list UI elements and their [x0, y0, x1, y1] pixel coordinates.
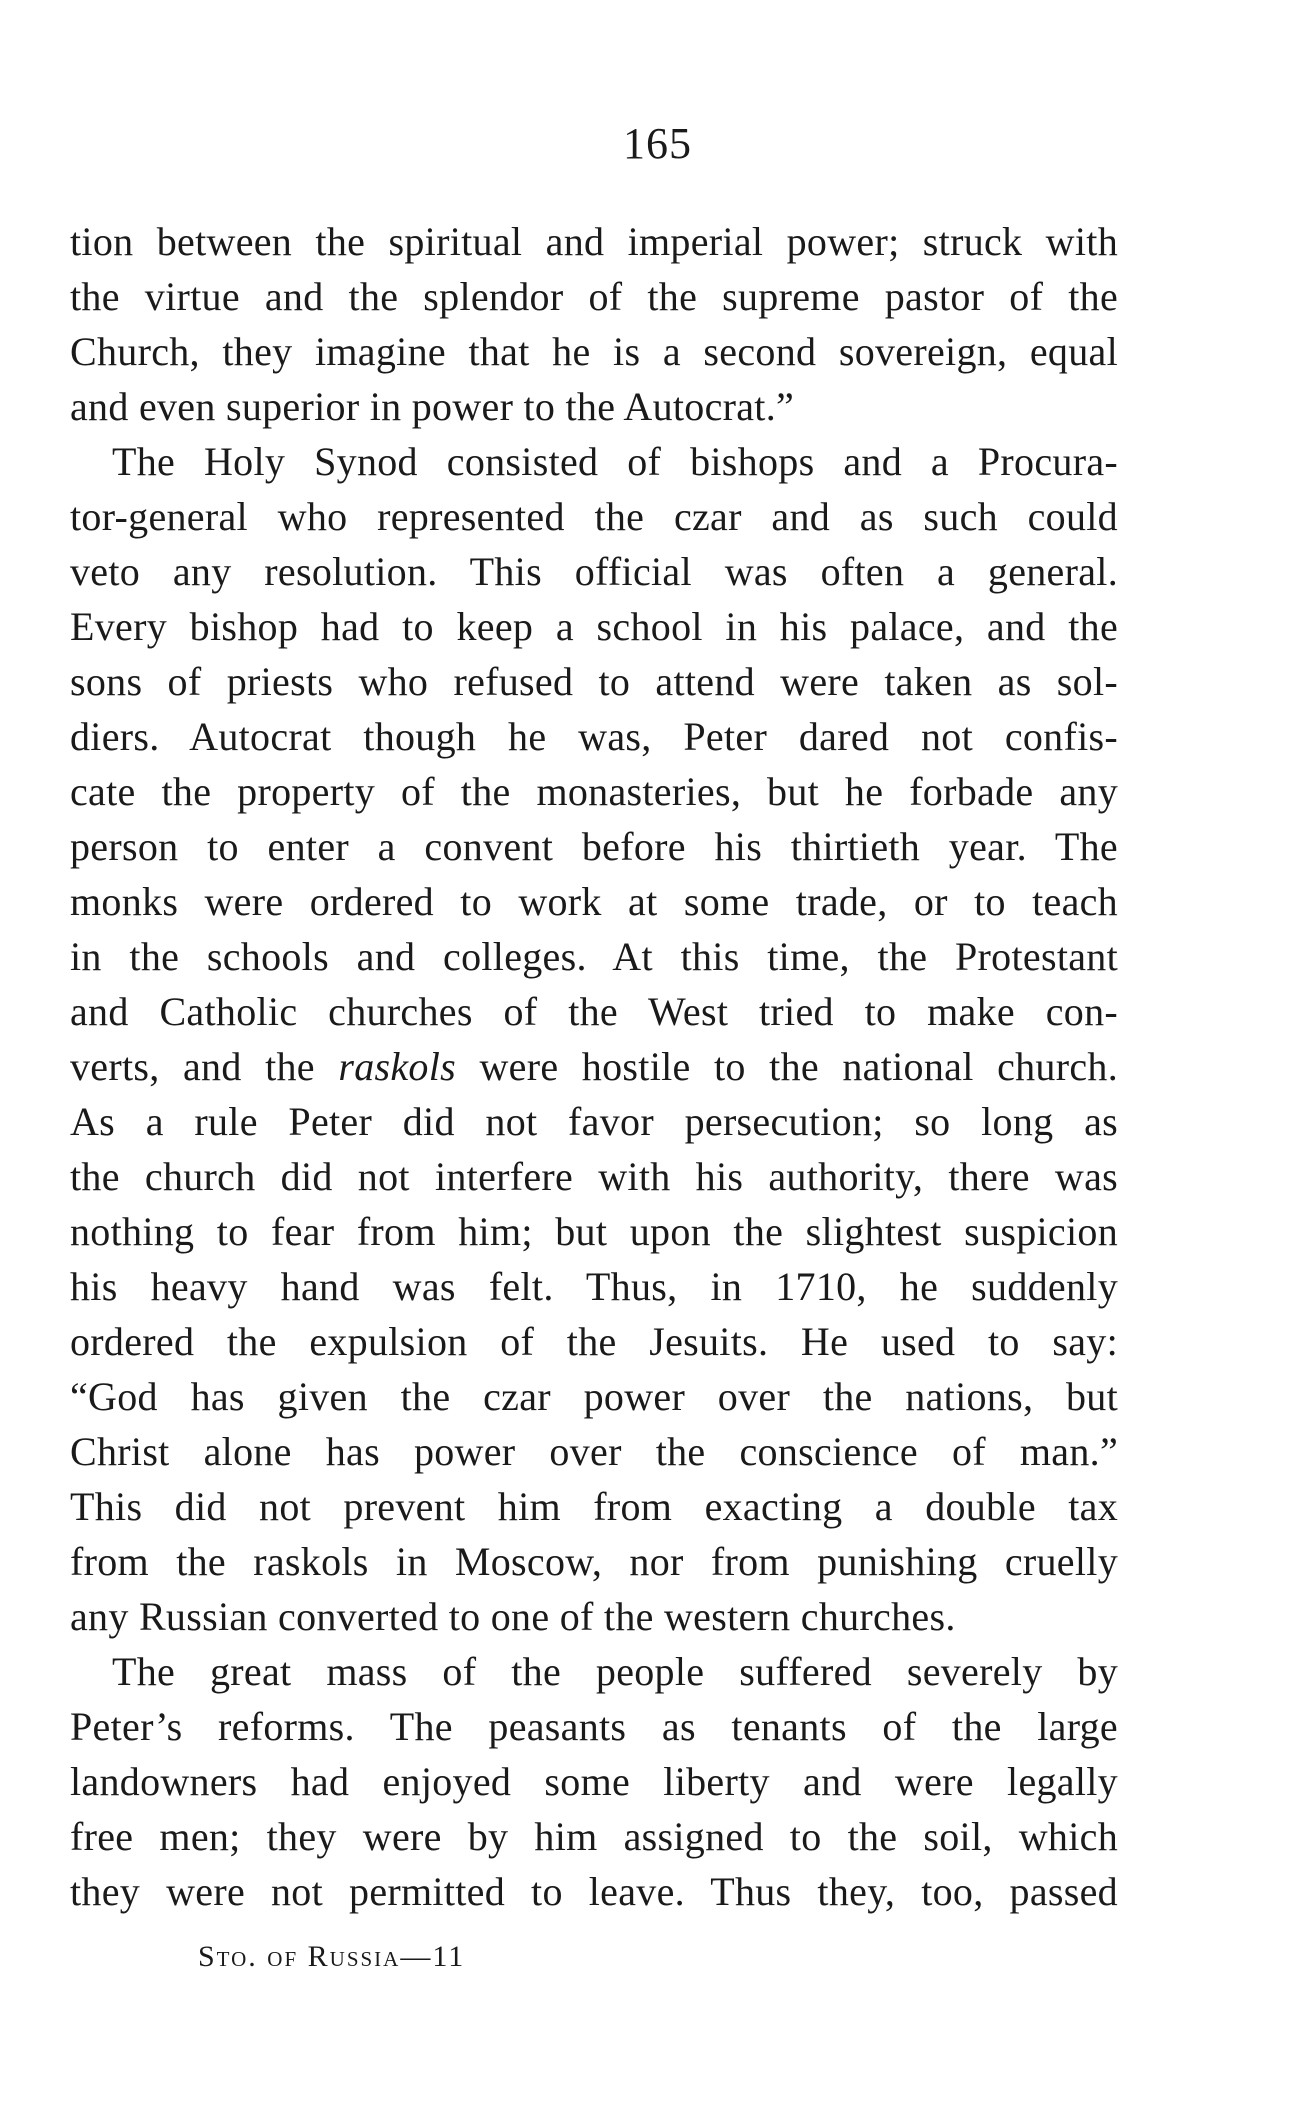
text-line: sons of priests who refused to attend were taken as sol-: [70, 659, 1118, 704]
signature-mark: Sto. of Russia—11: [198, 1940, 466, 1973]
text-line: the virtue and the splendor of the supreme pastor of the: [70, 274, 1118, 319]
text-line: monks were ordered to work at some trade, or to teach: [70, 879, 1118, 924]
text-line: This did not prevent him from exacting a double tax: [70, 1484, 1118, 1529]
text-line: his heavy hand was felt. Thus, in 1710, he suddenly: [70, 1264, 1118, 1309]
text-line: the church did not interfere with his authority, there was: [70, 1154, 1118, 1199]
text-line: Every bishop had to keep a school in his palace, and the: [70, 604, 1118, 649]
text-line: landowners had enjoyed some liberty and were legally: [70, 1759, 1118, 1804]
text-line: Christ alone has power over the conscience of man.”: [70, 1429, 1118, 1474]
text-line: The Holy Synod consisted of bishops and a Procura-: [112, 439, 1118, 484]
text-line-mixed: [70, 1039, 1118, 1094]
text-line: and even superior in power to the Autocrat.”: [70, 384, 795, 429]
text-line: Peter’s reforms. The peasants as tenants of the large: [70, 1704, 1118, 1749]
text-line: tor-general who represented the czar and as such could: [70, 494, 1118, 539]
text-line: and Catholic churches of the West tried to make con-: [70, 989, 1118, 1034]
page-number: 165: [623, 119, 692, 168]
text-line: “God has given the czar power over the nations, but: [70, 1374, 1118, 1419]
text-line: diers. Autocrat though he was, Peter dared not confis-: [70, 714, 1118, 759]
text-line: free men; they were by him assigned to the soil, which: [70, 1814, 1118, 1859]
text-segment: were hostile to the national church.: [479, 1044, 1118, 1089]
text-line: As a rule Peter did not favor persecution; so long as: [70, 1099, 1118, 1144]
text-line: ordered the expulsion of the Jesuits. He used to say:: [70, 1319, 1118, 1364]
italic-term: raskols: [338, 1044, 456, 1089]
text-line: Church, they imagine that he is a second sovereign, equal: [70, 329, 1118, 374]
text-line: tion between the spiritual and imperial power; struck with: [70, 219, 1118, 264]
text-line: nothing to fear from him; but upon the slightest suspicion: [70, 1209, 1118, 1254]
text-line: from the raskols in Moscow, nor from punishing cruelly: [70, 1539, 1118, 1584]
text-line: in the schools and colleges. At this time, the Protestant: [70, 934, 1118, 979]
text-line: The great mass of the people suffered severely by: [112, 1649, 1118, 1694]
text-line: person to enter a convent before his thirtieth year. The: [70, 824, 1118, 869]
text-line: cate the property of the monasteries, but he forbade any: [70, 769, 1118, 814]
body-text: [70, 214, 1118, 1919]
text-line: any Russian converted to one of the western churches.: [70, 1594, 956, 1639]
text-segment: verts, and the: [70, 1044, 315, 1089]
text-line: they were not permitted to leave. Thus they, too, passed: [70, 1869, 1118, 1914]
text-line: veto any resolution. This official was often a general.: [70, 549, 1118, 594]
